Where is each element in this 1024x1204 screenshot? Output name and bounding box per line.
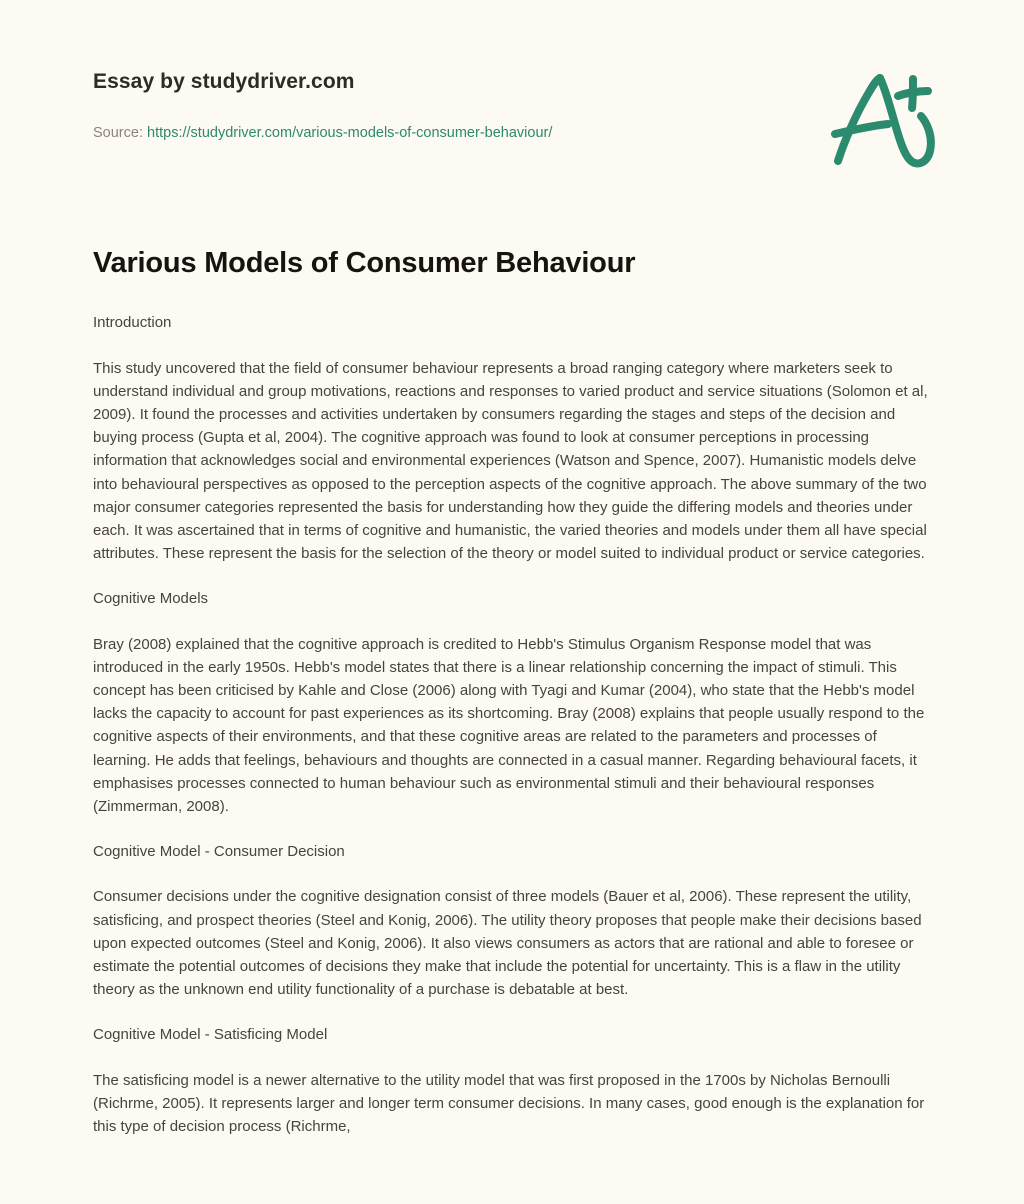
a-plus-logo-icon [818, 68, 940, 172]
paragraph-introduction: This study uncovered that the field of consumer behaviour represents a broad ranging category where marketers seek to understand individual and group motivations, reactions and responses to varied product and service situations (Solomon et al, 2009). It found the processes and activities undertaken by consumers regarding the stages and steps of the decision and buying process (Gupta et al, 2004). The cognitive approach was found to look at consumer perceptions in processing information that acknowledges social and environmental experiences (Watson and Spence, 2007). Humanistic models delve into behavioural perspectives as opposed to the perception aspects of the cognitive approach. The above summary of the two major consumer categories represented the basis for understanding how they guide the differing models and theories under each. It was ascertained that in terms of cognitive and humanistic, the varied theories and models under them all have special attributes. These represent the basis for the selection of the theory or model suited to individual product or service categories. [93, 359, 928, 563]
brand-title: Essay by studydriver.com [93, 70, 355, 93]
document-body [93, 246, 933, 1160]
page-title: Various Models of Consumer Behaviour [93, 247, 636, 279]
page-header [0, 0, 1024, 190]
section-heading-introduction: Introduction [93, 314, 172, 332]
source-url-link[interactable]: https://studydriver.com/various-models-of-consumer-behaviour/ [147, 125, 553, 141]
source-line [93, 125, 552, 141]
paragraph-satisficing-model: The satisficing model is a newer alternative to the utility model that was first proposed in the 1700s by Nicholas Bernoulli (Richrme, 2005). It represents larger and longer term consumer decisions. In many cases, good enough is the explanation for this type of decision process (Richrme, [93, 1071, 925, 1136]
section-heading-satisficing-model: Cognitive Model - Satisficing Model [93, 1026, 328, 1044]
paragraph-consumer-decision: Consumer decisions under the cognitive designation consist of three models (Bauer et al, 2006). These represent the utility, satisficing, and prospect theories (Steel and Konig, 2006). The utility theory proposes that people make their decisions based upon expected outcomes (Steel and Konig, 2006). It also views consumers as actors that are rational and able to foresee or estimate the potential outcomes of decisions they make that include the potential for uncertainty. This is a flaw in the utility theory as the unknown end utility functionality of a purchase is debatable at best. [93, 888, 922, 999]
section-heading-consumer-decision: Cognitive Model - Consumer Decision [93, 843, 345, 861]
section-heading-cognitive-models: Cognitive Models [93, 590, 209, 608]
paragraph-cognitive-models: Bray (2008) explained that the cognitive approach is credited to Hebb's Stimulus Organism Response model that was introduced in the early 1950s. Hebb's model states that there is a linear relationship concerning the impact of stimuli. This concept has been criticised by Kahle and Close (2006) along with Tyagi and Kumar (2004), who state that the Hebb's model lacks the capacity to account for past experiences as its shortcoming. Bray (2008) explains that people usually respond to the cognitive aspects of their environments, and that these cognitive areas are related to the parameters and processes of learning. He adds that feelings, behaviours and thoughts are connected in a casual manner. Regarding behavioural facets, it emphasises processes connected to human behaviour such as environmental stimuli and their behavioural responses (Zimmerman, 2008). [93, 635, 925, 816]
source-label: Source: [93, 125, 143, 141]
